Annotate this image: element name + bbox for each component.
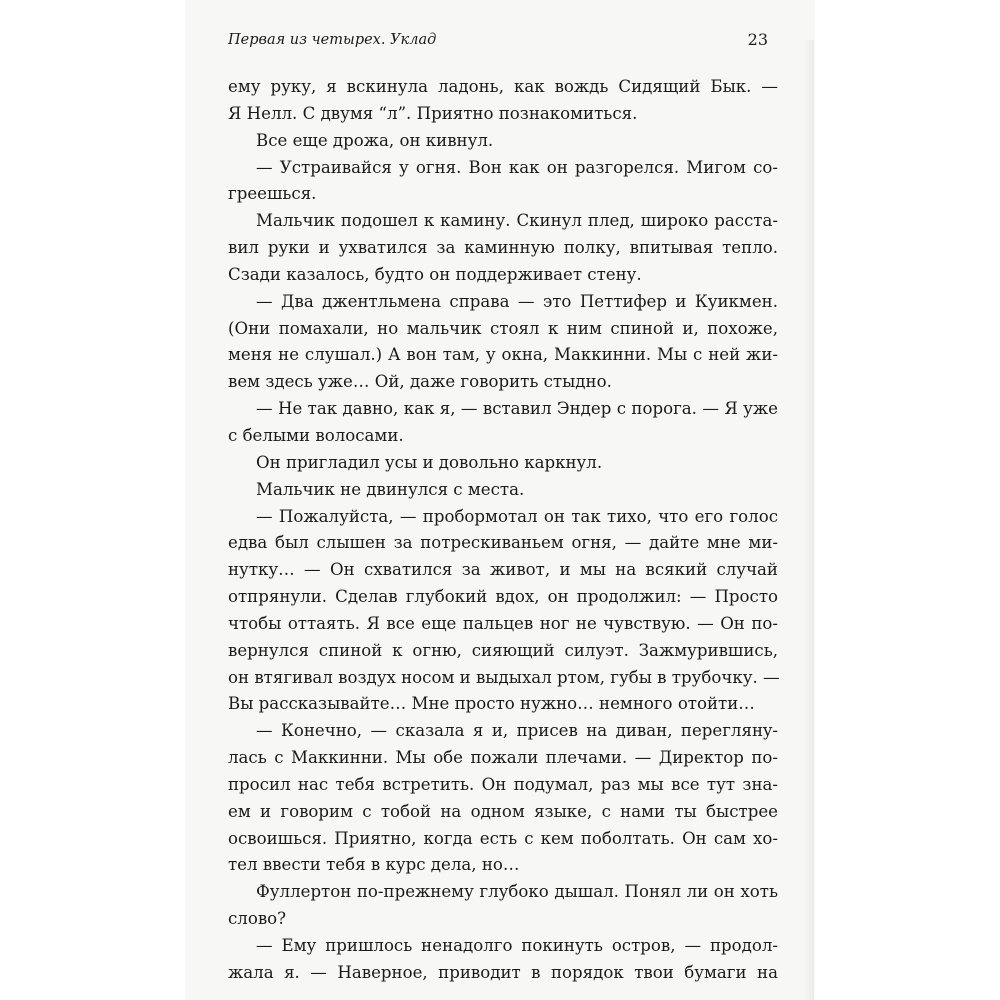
text-line: Я Нелл. С двумя “л”. Приятно познакомиться.: [228, 103, 638, 123]
text-line: едва был слышен за потрескиваньем огня, — дайте мне ми-: [228, 533, 778, 553]
body-text: [228, 74, 778, 987]
running-head: Первая из четырех. Уклад: [228, 32, 437, 48]
text-line: освоишься. Приятно, когда есть с кем поболтать. Он сам хо-: [228, 828, 778, 848]
text-line: греешься.: [228, 184, 317, 204]
text-line: Мальчик подошел к камину. Скинул плед, широко расста-: [256, 211, 778, 231]
text-line: Все еще дрожа, он кивнул.: [256, 130, 494, 150]
text-line: тел ввести тебя в курс дела, но…: [228, 855, 520, 875]
page-header: [228, 30, 772, 56]
text-line: — Не так давно, как я, — вставил Эндер с порога. — Я уже: [256, 399, 778, 419]
text-line: вил руки и ухватился за каминную полку, впитывая тепло.: [228, 238, 778, 258]
text-line: Вы рассказывайте… Мне просто нужно… немного отойти…: [228, 694, 755, 714]
text-line: Он пригладил усы и довольно каркнул.: [256, 452, 603, 472]
text-line: жала я. — Наверное, приводит в порядок твои бумаги на: [228, 962, 778, 982]
book-page: [186, 0, 814, 1000]
text-line: вернулся спиной к огню, сияющий силуэт. Зажмурившись,: [228, 640, 778, 660]
text-line: — Конечно, — сказала я и, присев на диван, переглянy-: [256, 721, 778, 741]
text-line: — Два джентльмена справа — это Петтифер и Куикмен.: [256, 291, 778, 311]
text-line: вем здесь уже… Ой, даже говорить стыдно.: [228, 372, 612, 392]
text-line: отпрянули. Сделав глубокий вдох, он продолжил: — Просто: [228, 587, 778, 607]
text-line: — Ему пришлось ненадолго покинуть остров, — продол-: [256, 936, 778, 955]
text-line: с белыми волосами.: [228, 425, 404, 445]
text-line: (Они помахали, но мальчик стоял к ним спиной и, похоже,: [228, 318, 778, 338]
text-line: меня не слушал.) А вон там, у окна, Маккинни. Мы с ней жи-: [228, 345, 778, 365]
text-line: слово?: [228, 909, 287, 929]
text-line: Сзади казалось, будто он поддерживает стену.: [228, 264, 642, 284]
text-line: ем и говорим с тобой на одном языке, с нами ты быстрее: [228, 801, 778, 821]
text-line: Фуллертон по-прежнему глубоко дышал. Понял ли он хоть: [256, 882, 778, 902]
text-line: Мальчик не двинулся с места.: [256, 479, 525, 499]
text-line: — Устраивайся у огня. Вон как он разгорелся. Мигом со-: [256, 157, 778, 177]
text-line: нутку… — Он схватился за живот, и мы на всякий случай: [228, 560, 778, 580]
text-line: — Пожалуйста, — пробормотал он так тихо, что его голос: [256, 506, 778, 526]
page-edge-shadow: [804, 40, 814, 1000]
page-number: 23: [747, 30, 768, 49]
text-line: чтобы оттаять. Я все еще пальцев ног не чувствую. — Он по-: [228, 613, 778, 633]
text-line: лась с Маккинни. Мы обе пожали плечами. — Директор по-: [228, 748, 778, 768]
text-line: он втягивал воздух носом и выдыхал ртом, губы в трубочку. —: [228, 667, 780, 687]
text-line: ему руку, я вскинула ладонь, как вождь Сидящий Бык. —: [228, 77, 778, 96]
text-line: просил нас тебя встретить. Он подумал, раз мы все тут зна-: [228, 774, 778, 794]
